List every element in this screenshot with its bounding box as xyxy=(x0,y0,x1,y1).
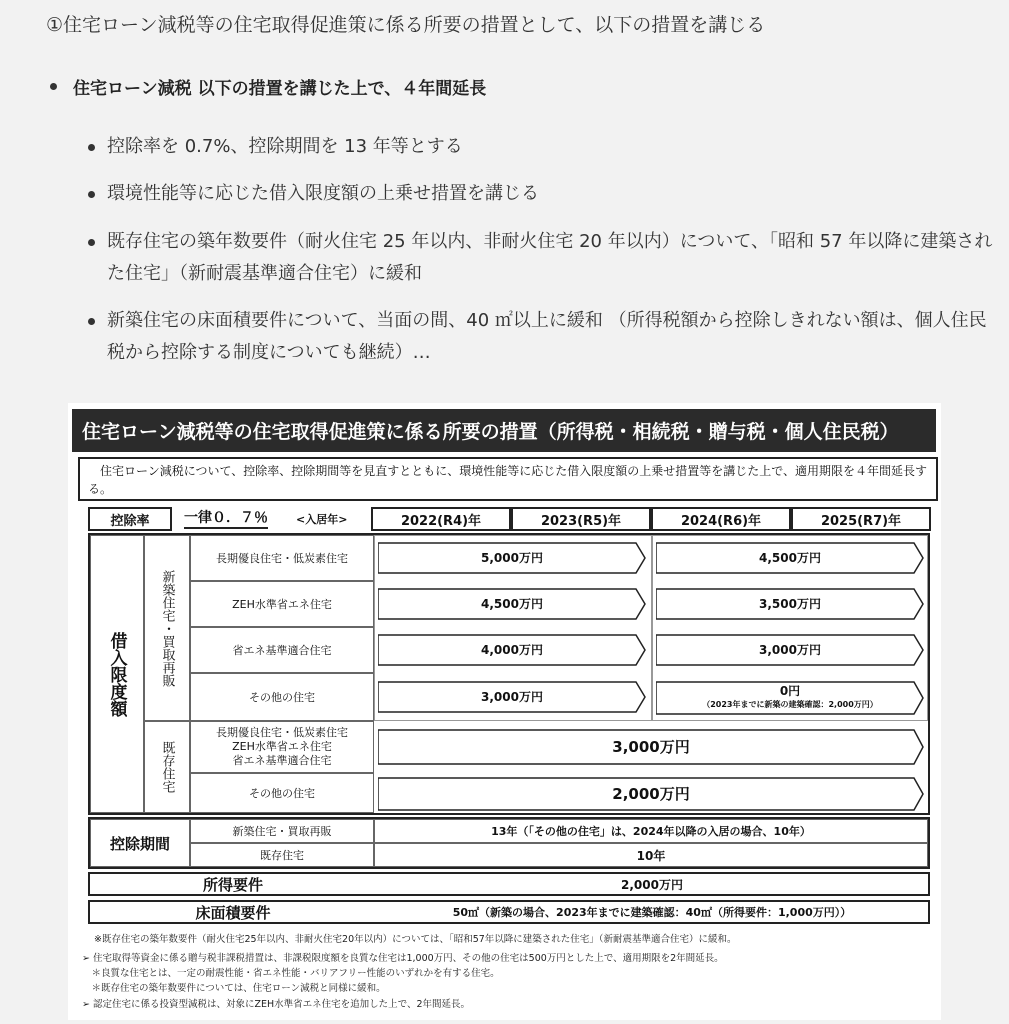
limit-arrow xyxy=(378,542,646,574)
limit-value: 3,500万円 xyxy=(759,596,821,611)
income-row xyxy=(88,872,930,896)
rate-label: 控除率 xyxy=(88,507,172,531)
period-type: 新築住宅・買取再販 xyxy=(190,819,374,843)
limit-value: 4,500万円 xyxy=(759,550,821,565)
income-value: 2,000万円 xyxy=(621,877,683,892)
rate-value: 一律０．７％ xyxy=(184,507,268,529)
floor-row xyxy=(88,900,930,924)
limit-value: 5,000万円 xyxy=(481,550,543,565)
limit-arrow xyxy=(378,681,646,713)
period-label: 控除期間 xyxy=(90,819,190,867)
limit-arrow xyxy=(656,634,924,666)
sub-bullet xyxy=(88,131,997,163)
limit-value: 4,000万円 xyxy=(481,642,543,657)
intro-text: ①住宅ローン減税等の住宅取得促進策に係る所要の措置として、以下の措置を講じる xyxy=(46,14,766,36)
floor-value: 50㎡（新築の場合、2023年までに建築確認：40㎡（所得要件：1,000万円）） xyxy=(452,906,852,919)
housing-type: 省エネ基準適合住宅 xyxy=(190,627,374,673)
sub-bullet xyxy=(88,178,997,210)
floor-label: 床面積要件 xyxy=(195,903,271,922)
sub-bullet-text: 環境性能等に応じた借入限度額の上乗せ措置を講じる xyxy=(107,183,539,204)
limit-arrow xyxy=(378,777,924,811)
policy-slide-image xyxy=(68,403,941,1020)
sub-bullet-text: 新築住宅の床面積要件について、当面の間、40 ㎡以上に緩和 （所得税額から控除しきれない額は、個人住民税から控除する制度についても継続）… xyxy=(107,310,987,363)
housing-type: ZEH水準省エネ住宅 xyxy=(190,581,374,627)
footnote: ※既存住宅の築年数要件（耐火住宅25年以内、非耐火住宅20年以内）については、「昭和57年以降に建築された住宅」（新耐震基準適合住宅）に緩和。 xyxy=(94,934,737,945)
bullet-dot xyxy=(50,83,57,90)
housing-type: 長期優良住宅・低炭素住宅 xyxy=(190,535,374,581)
year-header: 2025(R7)年 xyxy=(791,507,931,531)
income-label: 所得要件 xyxy=(202,875,263,894)
year-header: 2022(R4)年 xyxy=(371,507,511,531)
footnote: ➢ 認定住宅に係る投資型減税は、対象にZEH水準省エネ住宅を追加した上で、2年間延長。 xyxy=(82,999,470,1010)
limit-arrow xyxy=(656,588,924,620)
new-housing-label: 新築住宅・買取再販 xyxy=(144,535,190,721)
limit-value: 3,000万円 xyxy=(759,642,821,657)
year-header: 2024(R6)年 xyxy=(651,507,791,531)
housing-type: その他の住宅 xyxy=(190,773,374,813)
slide-title: 住宅ローン減税等の住宅取得促進策に係る所要の措置（所得税・相続税・贈与税・個人住民税） xyxy=(72,409,936,452)
bullet-dot xyxy=(88,191,95,198)
sub-bullet-text: 既存住宅の築年数要件（耐火住宅 25 年以内、非耐火住宅 20 年以内）について、「昭和 57 年以降に建築された住宅」（新耐震基準適合住宅）に緩和 xyxy=(107,231,993,284)
limit-value: 3,000万円 xyxy=(612,737,690,756)
housing-type: その他の住宅 xyxy=(190,673,374,721)
limit-arrow xyxy=(378,729,924,765)
limit-label: 借入限度額 xyxy=(90,535,144,813)
sub-bullet xyxy=(88,305,997,369)
sub-bullet-text: 控除率を 0.7%、控除期間を 13 年等とする xyxy=(107,136,463,157)
limit-arrow xyxy=(378,634,646,666)
limit-value: 4,500万円 xyxy=(481,596,543,611)
limit-arrow xyxy=(656,542,924,574)
limit-arrow xyxy=(378,588,646,620)
limit-value: 2,000万円 xyxy=(612,784,690,803)
footnote: ＊既存住宅の築年数要件については、住宅ローン減税と同様に緩和。 xyxy=(82,983,386,994)
main-bullet-text: 住宅ローン減税 以下の措置を講じた上で、４年間延長 xyxy=(73,79,487,99)
footnote: ＊良質な住宅とは、一定の耐震性能・省エネ性能・バリアフリー性能のいずれかを有する住宅。 xyxy=(82,968,500,979)
year-label: <入居年> xyxy=(296,513,348,526)
period-value: 13年（「その他の住宅」は、2024年以降の入居の場合、10年） xyxy=(374,819,928,843)
main-bullet xyxy=(50,74,486,99)
footnote: ➢ 住宅取得等資金に係る贈与税非課税措置は、非課税限度額を良質な住宅は1,000万円、その他の住宅は500万円とした上で、適用期限を2年間延長。 xyxy=(82,953,724,964)
bullet-dot xyxy=(88,144,95,151)
limit-value: 0円 xyxy=(779,684,801,698)
housing-type: 長期優良住宅・低炭素住宅 ZEH水準省エネ住宅 省エネ基準適合住宅 xyxy=(190,721,374,773)
period-value: 10年 xyxy=(374,843,928,867)
year-header: 2023(R5)年 xyxy=(511,507,651,531)
bullet-dot xyxy=(88,318,95,325)
period-type: 既存住宅 xyxy=(190,843,374,867)
sub-bullet xyxy=(88,226,997,290)
bullet-dot xyxy=(88,239,95,246)
limit-arrow xyxy=(656,681,924,715)
slide-summary: 住宅ローン減税について、控除率、控除期間等を見直すとともに、環境性能等に応じた借入限度額の上乗せ措置等を講じた上で、適用期限を４年間延長する。 xyxy=(78,457,938,501)
limit-value: 3,000万円 xyxy=(481,689,543,704)
limit-note: （2023年までに新築の建築確認：2,000万円） xyxy=(702,700,878,709)
existing-housing-label: 既存住宅 xyxy=(144,721,190,813)
